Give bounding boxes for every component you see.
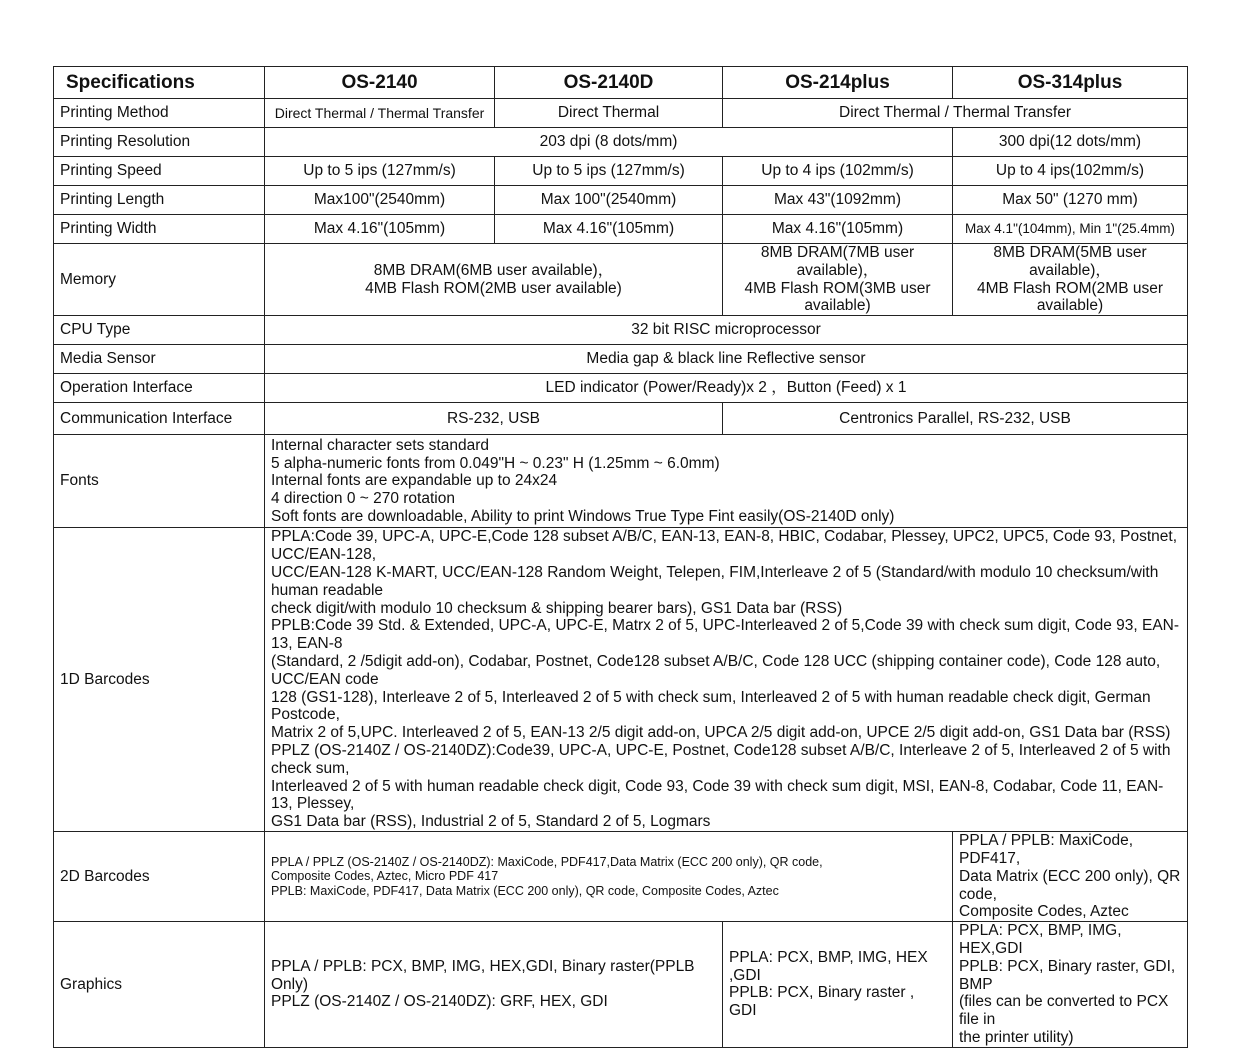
cell-value bbox=[723, 922, 953, 1048]
cell-value: Max 4.16"(105mm) bbox=[723, 215, 953, 244]
memory-dram: 8MB DRAM(7MB user available)， bbox=[760, 244, 915, 279]
graphics-line: PPLB: PCX, Binary raster, GDI, BMP bbox=[959, 957, 1176, 993]
memory-flash: 4MB Flash ROM(3MB user available) bbox=[744, 279, 931, 315]
row-label: 1D Barcodes bbox=[54, 528, 265, 832]
cell-value: Max 100"(2540mm) bbox=[495, 186, 723, 215]
cell-value bbox=[265, 435, 1188, 528]
row-label: Graphics bbox=[54, 922, 265, 1048]
graphics-line: PPLA / PPLB: PCX, BMP, IMG, HEX,GDI, Binary raster(PPLB Only) bbox=[271, 957, 695, 993]
cell-value bbox=[265, 528, 1188, 832]
memory-flash: 4MB Flash ROM(2MB user available) bbox=[976, 279, 1164, 315]
header-specifications: Specifications bbox=[54, 67, 265, 99]
barcode-2d-line: Composite Codes, Aztec, Micro PDF 417 bbox=[271, 869, 499, 884]
cell-value: Max100"(2540mm) bbox=[265, 186, 495, 215]
row-communication-interface bbox=[54, 403, 1188, 435]
graphics-line: PPLA: PCX, BMP, IMG, HEX,GDI bbox=[959, 922, 1122, 957]
barcode-2d-line: Data Matrix (ECC 200 only), QR code, bbox=[959, 867, 1181, 903]
barcode-line: 128 (GS1-128), Interleave 2 of 5, Interleaved 2 of 5 with check sum, Interleaved 2 of 5 with human readable check digit, German Postcode, bbox=[271, 688, 1151, 724]
graphics-line: the printer utility) bbox=[959, 1029, 1074, 1046]
row-label: Operation Interface bbox=[54, 374, 265, 403]
graphics-line: PPLB: PCX, Binary raster , GDI bbox=[729, 984, 915, 1020]
barcode-line: UCC/EAN-128 K-MART, UCC/EAN-128 Random Weight, Telepen, FIM,Interleave 2 of 5 (Standard/with modulo 10 checksum/with human readable bbox=[271, 563, 1159, 599]
header-row bbox=[54, 67, 1188, 99]
barcode-line: PPLA:Code 39, UPC-A, UPC-E,Code 128 subset A/B/C, EAN-13, EAN-8, HBIC, Codabar, Plessey, UPC2, UPC5, Code 93, Postnet, UCC/EAN-128, bbox=[271, 528, 1178, 564]
row-label: 2D Barcodes bbox=[54, 832, 265, 922]
cell-value: Media gap & black line Reflective sensor bbox=[265, 345, 1188, 374]
row-memory bbox=[54, 244, 1188, 316]
row-label: Media Sensor bbox=[54, 345, 265, 374]
cell-value: Centronics Parallel, RS-232, USB bbox=[723, 403, 1188, 435]
cell-value: Up to 4 ips (102mm/s) bbox=[723, 157, 953, 186]
barcode-line: check digit/with modulo 10 checksum & shipping bearer bars), GS1 Data bar (RSS) bbox=[271, 599, 843, 617]
memory-dram: 8MB DRAM(5MB user available)， bbox=[993, 244, 1147, 279]
cell-value bbox=[953, 832, 1188, 922]
cell-value bbox=[953, 244, 1188, 316]
cell-value: Direct Thermal / Thermal Transfer bbox=[265, 99, 495, 128]
cell-value bbox=[953, 922, 1188, 1048]
barcode-line: Matrix 2 of 5,UPC. Interleaved 2 of 5, EAN-13 2/5 digit add-on, UPCA 2/5 digit add-on, UPCE 2/5 digit add-on, GS1 Data bar (RSS) bbox=[271, 724, 1171, 742]
cell-value bbox=[265, 922, 723, 1048]
row-media-sensor bbox=[54, 345, 1188, 374]
cell-value: Max 43"(1092mm) bbox=[723, 186, 953, 215]
cell-value: Max 4.16"(105mm) bbox=[495, 215, 723, 244]
row-printing-length bbox=[54, 186, 1188, 215]
row-label: Printing Speed bbox=[54, 157, 265, 186]
row-label: Printing Method bbox=[54, 99, 265, 128]
specifications-table bbox=[53, 66, 1188, 1048]
cell-value: Max 4.1"(104mm), Min 1"(25.4mm) bbox=[953, 215, 1188, 244]
cell-value bbox=[265, 832, 953, 922]
row-label: CPU Type bbox=[54, 316, 265, 345]
barcode-line: PPLZ (OS-2140Z / OS-2140DZ):Code39, UPC-A, UPC-E, Postnet, Code128 subset A/B/C, Interleave 2 of 5, Interleaved 2 of 5 with check sum, bbox=[271, 742, 1171, 777]
cell-value: RS-232, USB bbox=[265, 403, 723, 435]
barcode-2d-line: PPLB: MaxiCode, PDF417, Data Matrix (ECC 200 only), QR code, Composite Codes, Aztec bbox=[271, 883, 779, 898]
cell-value: Max 50" (1270 mm) bbox=[953, 186, 1188, 215]
cell-value: Max 4.16"(105mm) bbox=[265, 215, 495, 244]
row-graphics bbox=[54, 922, 1188, 1048]
cell-value bbox=[723, 244, 953, 316]
fonts-line: Internal character sets standard bbox=[271, 436, 489, 454]
graphics-line: PPLZ (OS-2140Z / OS-2140DZ): GRF, HEX, GDI bbox=[271, 993, 608, 1011]
fonts-line: Internal fonts are expandable up to 24x24 bbox=[271, 472, 558, 490]
fonts-line: 5 alpha-numeric fonts from 0.049"H ~ 0.23" H (1.25mm ~ 6.0mm) bbox=[271, 454, 720, 472]
row-printing-width bbox=[54, 215, 1188, 244]
fonts-line: 4 direction 0 ~ 270 rotation bbox=[271, 490, 455, 508]
row-1d-barcodes bbox=[54, 528, 1188, 832]
cell-value: Up to 5 ips (127mm/s) bbox=[265, 157, 495, 186]
row-printing-method bbox=[54, 99, 1188, 128]
row-label: Printing Width bbox=[54, 215, 265, 244]
row-printing-resolution bbox=[54, 128, 1188, 157]
memory-dram: 8MB DRAM(6MB user available)， bbox=[373, 261, 614, 279]
cell-value: 300 dpi(12 dots/mm) bbox=[953, 128, 1188, 157]
memory-flash: 4MB Flash ROM(2MB user available) bbox=[365, 279, 622, 297]
cell-value: LED indicator (Power/Ready)x 2 ，Button (Feed) x 1 bbox=[265, 374, 1188, 403]
barcode-line: Interleaved 2 of 5 with human readable check digit, Code 93, Code 39 with check sum digit, MSI, EAN-8, Codabar, Code 11, EAN-13, Plessey, bbox=[271, 777, 1164, 813]
cell-value: Up to 4 ips(102mm/s) bbox=[953, 157, 1188, 186]
cell-value: 203 dpi (8 dots/mm) bbox=[265, 128, 953, 157]
barcode-line: GS1 Data bar (RSS), Industrial 2 of 5, Standard 2 of 5, Logmars bbox=[271, 813, 711, 831]
graphics-line: (files can be converted to PCX file in bbox=[959, 993, 1169, 1029]
barcode-2d-line: PPLA / PPLZ (OS-2140Z / OS-2140DZ): MaxiCode, PDF417,Data Matrix (ECC 200 only), QR code, bbox=[271, 855, 823, 870]
barcode-line: (Standard, 2 /5digit add-on), Codabar, Postnet, Code128 subset A/B/C, Code 128 UCC (shipping container code), Code 128 auto, UCC/EAN code bbox=[271, 652, 1161, 688]
row-label: Memory bbox=[54, 244, 265, 316]
row-operation-interface bbox=[54, 374, 1188, 403]
header-os-214plus: OS-214plus bbox=[723, 67, 953, 99]
barcode-2d-line: PPLA / PPLB: MaxiCode, PDF417, bbox=[959, 832, 1134, 867]
cell-value: Direct Thermal bbox=[495, 99, 723, 128]
header-os-2140d: OS-2140D bbox=[495, 67, 723, 99]
cell-value: 32 bit RISC microprocessor bbox=[265, 316, 1188, 345]
cell-value: Up to 5 ips (127mm/s) bbox=[495, 157, 723, 186]
row-label: Printing Length bbox=[54, 186, 265, 215]
barcode-2d-line: Composite Codes, Aztec bbox=[959, 903, 1129, 921]
cell-value: Direct Thermal / Thermal Transfer bbox=[723, 99, 1188, 128]
row-fonts bbox=[54, 435, 1188, 528]
graphics-line: PPLA: PCX, BMP, IMG, HEX ,GDI bbox=[729, 948, 928, 984]
header-os-314plus: OS-314plus bbox=[953, 67, 1188, 99]
row-printing-speed bbox=[54, 157, 1188, 186]
row-label: Printing Resolution bbox=[54, 128, 265, 157]
row-2d-barcodes bbox=[54, 832, 1188, 922]
barcode-line: PPLB:Code 39 Std. & Extended, UPC-A, UPC-E, Matrx 2 of 5, UPC-Interleaved 2 of 5,Code 39 with check sum digit, Code 93, EAN-13, EAN-8 bbox=[271, 617, 1180, 653]
row-cpu-type bbox=[54, 316, 1188, 345]
row-label: Fonts bbox=[54, 435, 265, 528]
row-label: Communication Interface bbox=[54, 403, 265, 435]
header-os-2140: OS-2140 bbox=[265, 67, 495, 99]
fonts-line: Soft fonts are downloadable, Ability to print Windows True Type Fint easily(OS-2140D only) bbox=[271, 507, 895, 525]
cell-value bbox=[265, 244, 723, 316]
